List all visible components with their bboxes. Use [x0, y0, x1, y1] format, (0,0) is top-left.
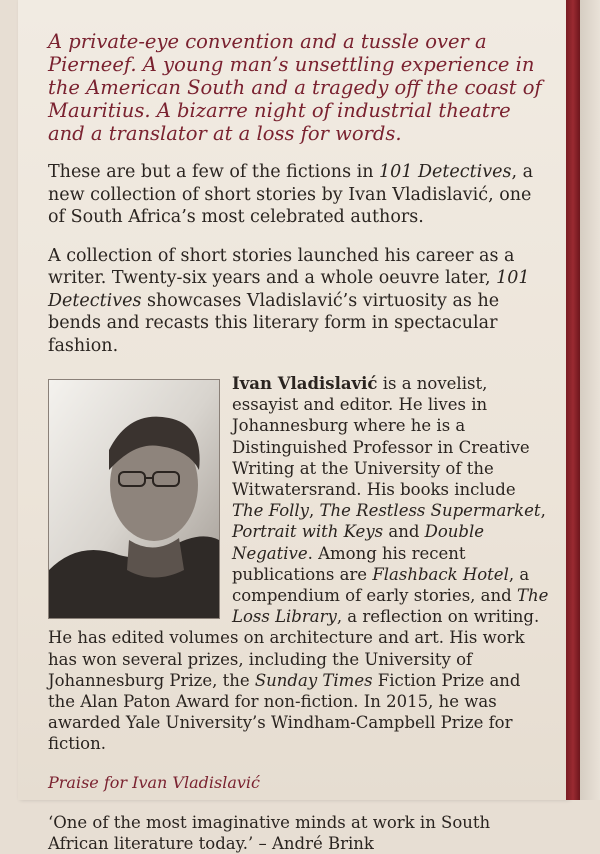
author-bio: Ivan Vladislavić is a novelist, essayist and editor. He lives in Johannesburg where he is a Distinguished Professor in Creative Writing at the University of the Witwatersrand. His books include The Folly, The Restless Supermarket, Portrait with Keys and Double Negative. Among his recent publications are Flashback Hotel, a compendium of early stories, and The Loss Library, a reflection on writing. He has edited volumes on architecture and art. His work has won several prizes, including the University of Johannesburg Prize, the Sunday Times Fiction Prize and the Alan Paton Award for non-fiction. In 2015, he was awarded Yale University’s Windham-Campbell Prize for fiction. — [48, 374, 549, 754]
intro-blurb: A private-eye convention and a tussle over a Pierneef. A young man’s unsettling experience in the American South and a tragedy off the coast of Mauritius. A bizarre night of industrial theatre and a translator at a loss for words. — [48, 30, 542, 145]
description-paragraph-1: These are but a few of the fictions in 101 Detectives, a new collection of short stories by Ivan Vladislavić, one of South Africa’s most celebrated authors. — [48, 162, 534, 227]
book-spine — [566, 0, 580, 800]
author-name: Ivan Vladislavić — [232, 374, 378, 393]
book-title: 101 Detectives — [379, 162, 512, 182]
cover-text — [48, 30, 550, 854]
book-title: 101 Detectives — [48, 268, 530, 311]
page-edge — [580, 0, 600, 800]
author-photo — [48, 379, 220, 619]
praise-heading: Praise for Ivan Vladislavić — [48, 772, 260, 792]
praise-quote: ‘One of the most imaginative minds at work in South African literature today.’ – André Brink — [48, 812, 491, 853]
description-paragraph-2: A collection of short stories launched his career as a writer. Twenty-six years and a whole oeuvre later, 101 Detectives showcases Vladislavić’s virtuosity as he bends and recasts this literary form in spectacular fashion. — [48, 245, 530, 356]
